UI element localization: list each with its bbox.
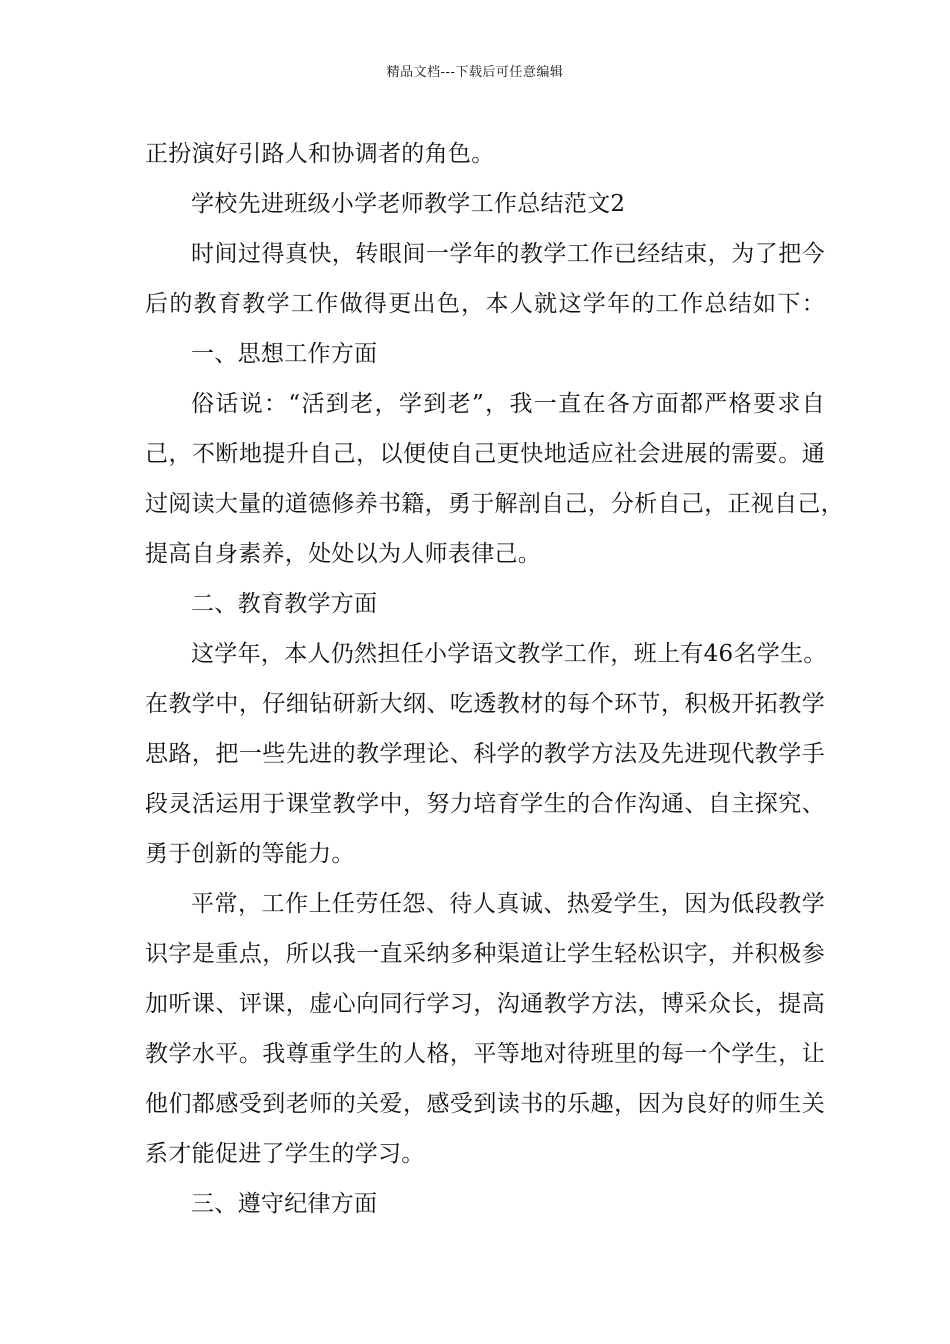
text-line-2: 学校先进班级小学老师教学工作总结范文2 bbox=[191, 191, 626, 217]
text-line-12: 在教学中，仔细钻研新大纲、吃透教材的每个环节，积极开拓教学 bbox=[145, 691, 825, 717]
text-line-17: 识字是重点，所以我一直采纳多种渠道让学生轻松识字，并积极参 bbox=[145, 941, 825, 967]
text-line-8: 过阅读大量的道德修养书籍，勇于解剖自己，分析自己，正视自己， bbox=[145, 491, 844, 517]
text-line-22: 三、遵守纪律方面 bbox=[191, 1191, 378, 1217]
text-line-3: 时间过得真快，转眼间一学年的教学工作已经结束，为了把今 bbox=[191, 241, 825, 267]
text-line-7: 己，不断地提升自己，以便使自己更快地适应社会进展的需要。通 bbox=[145, 441, 825, 467]
text-line-20: 他们都感受到老师的关爱，感受到读书的乐趣，因为良好的师生关 bbox=[145, 1091, 825, 1117]
text-line-14: 段灵活运用于课堂教学中，努力培育学生的合作沟通、自主探究、 bbox=[145, 791, 825, 817]
text-line-10: 二、教育教学方面 bbox=[191, 591, 378, 617]
page-header: 精品文档---下载后可任意编辑 bbox=[386, 65, 564, 80]
text-line-16: 平常，工作上任劳任怨、待人真诚、热爱学生，因为低段教学 bbox=[191, 891, 825, 917]
text-line-13: 思路，把一些先进的教学理论、科学的教学方法及先进现代教学手 bbox=[145, 741, 825, 767]
text-line-11: 这学年，本人仍然担任小学语文教学工作，班上有46名学生。 bbox=[191, 641, 827, 667]
text-line-21: 系才能促进了学生的学习。 bbox=[145, 1141, 425, 1167]
document-body bbox=[145, 129, 844, 1229]
text-line-5: 一、思想工作方面 bbox=[191, 341, 378, 367]
text-line-9: 提高自身素养，处处以为人师表律己。 bbox=[145, 541, 542, 567]
text-line-19: 教学水平。我尊重学生的人格，平等地对待班里的每一个学生，让 bbox=[145, 1041, 825, 1067]
text-line-4: 后的教育教学工作做得更出色，本人就这学年的工作总结如下： bbox=[145, 291, 825, 317]
text-line-1: 正扮演好引路人和协调者的角色。 bbox=[145, 141, 495, 167]
text-line-15: 勇于创新的等能力。 bbox=[145, 841, 355, 867]
text-line-6: 俗话说：“活到老，学到老”，我一直在各方面都严格要求自 bbox=[191, 391, 825, 417]
text-line-18: 加听课、评课，虚心向同行学习，沟通教学方法，博采众长，提高 bbox=[145, 991, 825, 1017]
